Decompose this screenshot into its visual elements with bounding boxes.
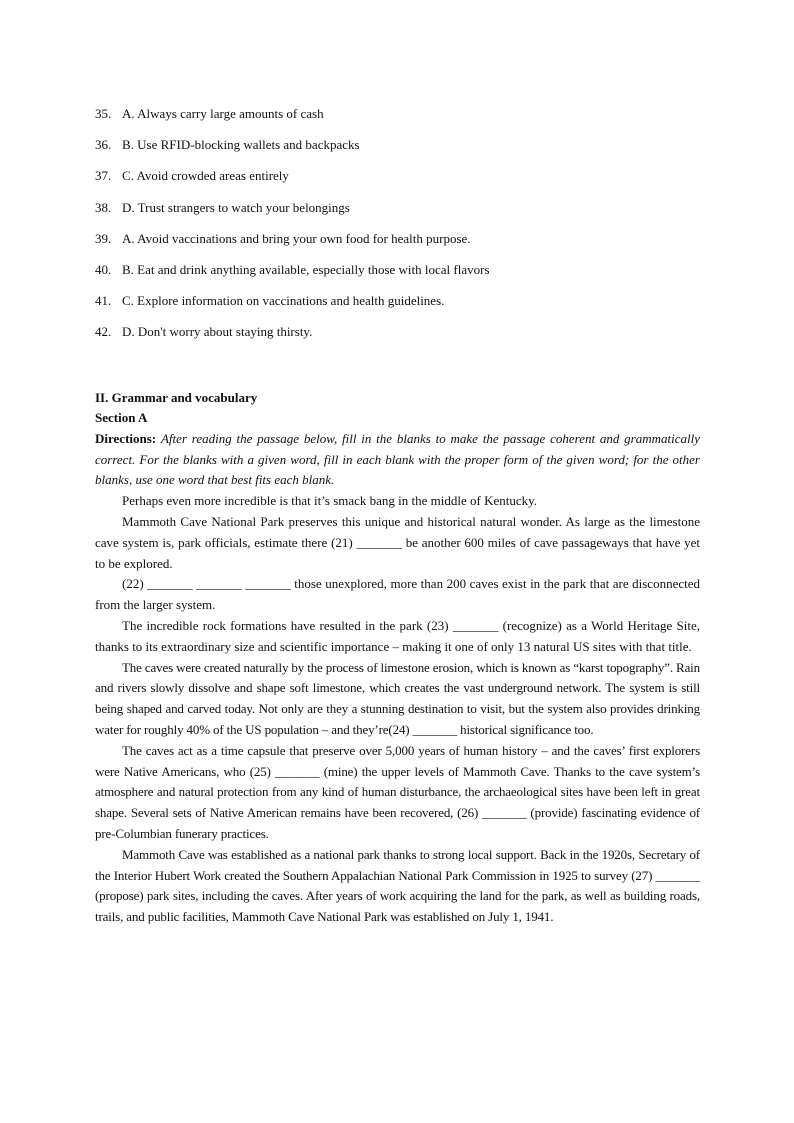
option-number: 42. — [95, 324, 112, 340]
section-subtitle: Section A — [95, 410, 148, 426]
directions-text: After reading the passage below, fill in the blanks to make the passage coherent and grammatically correct. For the blanks with a given word, fill in each blank with the proper form of the given word; for the other blanks, use one word that best fits each blank. — [95, 430, 701, 488]
passage-paragraph: Mammoth Cave was established as a national park thanks to strong local support. Back in the 1920s, Secretary of the Interior Hubert Work created the Southern Appalachian National Park Commission in 1925 to survey (27) _______ (propose) park sites, including the caves. After years of work acquiring the land for the park, as well as building roads, trails, and public facilities, Mammoth Cave National Park was established on July 1, 1941. — [95, 846, 700, 925]
option-text: D. Don't worry about staying thirsty. — [122, 324, 313, 340]
passage-paragraph: The caves were created naturally by the process of limestone erosion, which is known as “karst topography”. Rain and rivers slowly dissolve and shape soft limestone, which creates the vast underground network. The system is still being shaped and carved today. Not only are they a stunning destination to visit, but the system also provides drinking water for roughly 40% of the US population – and they’re(24) _______ historical significance too. — [95, 659, 700, 737]
option-item — [95, 105, 695, 136]
option-number: 39. — [95, 230, 112, 246]
option-item — [95, 167, 695, 198]
option-text: C. Explore information on vaccinations and health guidelines. — [122, 293, 445, 309]
section-title: II. Grammar and vocabulary — [95, 390, 258, 405]
option-item — [95, 199, 695, 230]
passage-paragraph: The caves act as a time capsule that preserve over 5,000 years of human history – and the caves’ first explorers were Native Americans, who (25) _______ (mine) the upper levels of Mammoth Cave. Thanks to the cave system’s atmosphere and natural protection from any kind of human disturbance, the archaeological sites have been left in great shape. Several sets of Native American remains have been recovered, (26) _______ (provide) fascinating evidence of pre-Columbian funerary practices. — [95, 742, 700, 841]
passage-paragraph: The incredible rock formations have resulted in the park (23) _______ (recognize) as a World Heritage Site, thanks to its extraordinary size and scientific importance – making it one of only 13 natural US sites with that title. — [95, 617, 700, 654]
passage-paragraph: Mammoth Cave National Park preserves this unique and historical natural wonder. As large as the limestone cave system is, park officials, estimate there (21) _______ be another 600 miles of cave passageways that have yet to be explored. — [95, 514, 700, 571]
directions-label: Directions: — [95, 430, 157, 446]
option-text: B. Use RFID-blocking wallets and backpacks — [122, 137, 360, 153]
option-item — [95, 292, 695, 323]
passage-paragraph: Perhaps even more incredible is that it’s smack bang in the middle of Kentucky. — [122, 493, 538, 509]
option-text: C. Avoid crowded areas entirely — [122, 168, 289, 184]
option-item — [95, 323, 695, 354]
option-text: D. Trust strangers to watch your belongings — [122, 199, 350, 215]
option-number: 37. — [95, 168, 112, 184]
option-item — [95, 136, 695, 167]
answer-options-list — [95, 105, 695, 355]
option-text: A. Always carry large amounts of cash — [122, 106, 324, 121]
directions — [95, 429, 700, 491]
option-number: 40. — [95, 261, 112, 277]
option-number: 38. — [95, 199, 112, 215]
option-item — [95, 230, 695, 261]
option-number: 35. — [95, 106, 112, 121]
option-number: 36. — [95, 137, 112, 153]
passage-paragraph: (22) _______ _______ _______ those unexplored, more than 200 caves exist in the park that are disconnected from the larger system. — [95, 576, 700, 613]
option-text: A. Avoid vaccinations and bring your own food for health purpose. — [122, 230, 471, 246]
option-text: B. Eat and drink anything available, especially those with local flavors — [122, 261, 490, 277]
option-number: 41. — [95, 293, 112, 309]
grammar-section — [95, 388, 700, 928]
option-item — [95, 261, 695, 292]
